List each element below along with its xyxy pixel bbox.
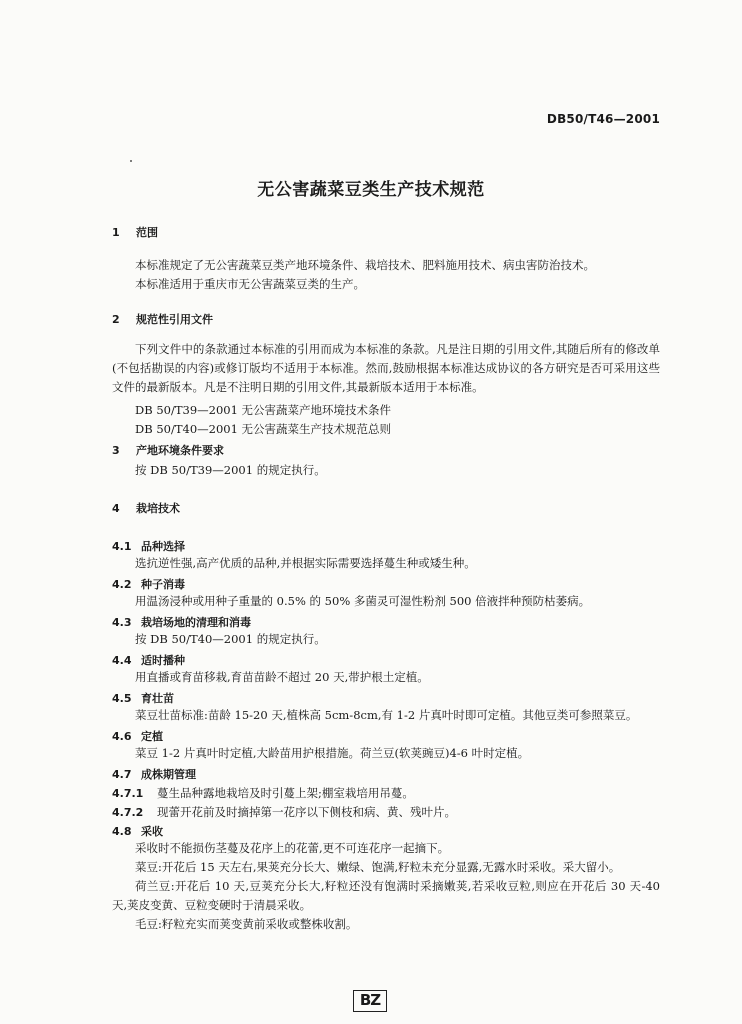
section-number: 4.7 bbox=[112, 768, 132, 781]
publisher-logo: BZ bbox=[353, 990, 387, 1012]
section-title: 成株期管理 bbox=[141, 768, 196, 781]
document-number: DB50/T46—2001 bbox=[546, 112, 660, 126]
section-4-6-heading bbox=[112, 728, 660, 744]
section-4-1-heading bbox=[112, 538, 660, 554]
paragraph: 菜豆:开花后 15 天左右,果荚充分长大、嫩绿、饱满,籽粒未充分显露,无露水时采收。采大留小。 bbox=[135, 860, 621, 874]
section-title: 产地环境条件要求 bbox=[136, 444, 224, 457]
section-4-5-heading bbox=[112, 690, 660, 706]
section-number: 4.6 bbox=[112, 730, 132, 743]
section-number: 4.5 bbox=[112, 692, 132, 705]
paragraph: 菜豆壮苗标准:苗龄 15-20 天,植株高 5cm-8cm,有 1-2 片真叶时即可定植。其他豆类可参照菜豆。 bbox=[135, 708, 638, 722]
section-4-7-heading bbox=[112, 766, 660, 782]
paragraph: 采收时不能损伤茎蔓及花序上的花蕾,更不可连花序一起摘下。 bbox=[135, 841, 450, 855]
section-number: 4.2 bbox=[112, 578, 132, 591]
paragraph: 下列文件中的条款通过本标准的引用而成为本标准的条款。凡是注日期的引用文件,其随后所有的修改单(不包括勘误的内容)或修订版均不适用于本标准。然而,鼓励根据本标准达成协议的各方研究是否可采用这些文件的最新版本。凡是不注明日期的引用文件,其最新版本适用于本标准。 bbox=[112, 342, 660, 394]
section-number: 4 bbox=[112, 502, 120, 515]
section-number: 3 bbox=[112, 444, 120, 457]
paragraph: 荷兰豆:开花后 10 天,豆荚充分长大,籽粒还没有饱满时采摘嫩荚,若采收豆粒,则应在开花后 30 天-40 天,荚皮变黄、豆粒变硬时于清晨采收。 bbox=[112, 879, 660, 912]
section-4-3-heading bbox=[112, 614, 660, 630]
section-title: 规范性引用文件 bbox=[136, 313, 213, 326]
paragraph: 用直播或育苗移栽,育苗苗龄不超过 20 天,带护根土定植。 bbox=[135, 670, 429, 684]
section-title: 种子消毒 bbox=[141, 578, 185, 591]
document-body bbox=[112, 224, 660, 934]
paragraph: 菜豆 1-2 片真叶时定植,大龄苗用护根措施。荷兰豆(软荚豌豆)4-6 叶时定植。 bbox=[135, 746, 530, 760]
section-number: 4.1 bbox=[112, 540, 132, 553]
section-number: 4.3 bbox=[112, 616, 132, 629]
section-title: 育壮苗 bbox=[141, 692, 174, 705]
clause-text: 现蕾开花前及时摘掉第一花序以下侧枝和病、黄、残叶片。 bbox=[157, 805, 456, 819]
paragraph: 用温汤浸种或用种子重量的 0.5% 的 50% 多菌灵可湿性粉剂 500 倍液拌种预防枯萎病。 bbox=[135, 594, 591, 608]
paragraph: 按 DB 50/T40—2001 的规定执行。 bbox=[135, 632, 326, 646]
paragraph: 选抗逆性强,高产优质的品种,并根据实际需要选择蔓生种或矮生种。 bbox=[135, 556, 476, 570]
section-2-heading bbox=[112, 311, 660, 327]
clause-4-7-2 bbox=[112, 804, 660, 820]
section-4-8-heading bbox=[112, 823, 660, 839]
paragraph: 毛豆:籽粒充实而荚变黄前采收或整株收割。 bbox=[135, 917, 358, 931]
section-4-4-heading bbox=[112, 652, 660, 668]
section-number: 2 bbox=[112, 313, 120, 326]
clause-text: 蔓生品种露地栽培及时引蔓上架;棚室栽培用吊蔓。 bbox=[157, 786, 414, 800]
section-title: 定植 bbox=[141, 730, 163, 743]
clause-number: 4.7.1 bbox=[112, 787, 144, 800]
section-number: 4.8 bbox=[112, 825, 132, 838]
section-title: 采收 bbox=[141, 825, 163, 838]
scan-speck bbox=[130, 160, 132, 162]
reference-item: DB 50/T39—2001 无公害蔬菜产地环境技术条件 bbox=[135, 403, 392, 417]
section-4-2-heading bbox=[112, 576, 660, 592]
section-title: 范围 bbox=[136, 226, 158, 239]
paragraph: 本标准规定了无公害蔬菜豆类产地环境条件、栽培技术、肥料施用技术、病虫害防治技术。 bbox=[135, 258, 595, 272]
section-title: 栽培场地的清理和消毒 bbox=[141, 616, 251, 629]
clause-4-7-1 bbox=[112, 785, 660, 801]
section-number: 4.4 bbox=[112, 654, 132, 667]
section-4-heading bbox=[112, 500, 660, 516]
clause-number: 4.7.2 bbox=[112, 806, 144, 819]
section-1-heading bbox=[112, 224, 660, 240]
section-number: 1 bbox=[112, 226, 120, 239]
section-title: 品种选择 bbox=[141, 540, 185, 553]
reference-item: DB 50/T40—2001 无公害蔬菜生产技术规范总则 bbox=[135, 422, 392, 436]
section-title: 栽培技术 bbox=[136, 502, 180, 515]
section-3-heading bbox=[112, 442, 660, 458]
section-title: 适时播种 bbox=[141, 654, 185, 667]
document-title: 无公害蔬菜豆类生产技术规范 bbox=[257, 180, 485, 200]
paragraph: 按 DB 50/T39—2001 的规定执行。 bbox=[135, 463, 326, 477]
paragraph: 本标准适用于重庆市无公害蔬菜豆类的生产。 bbox=[135, 277, 365, 291]
